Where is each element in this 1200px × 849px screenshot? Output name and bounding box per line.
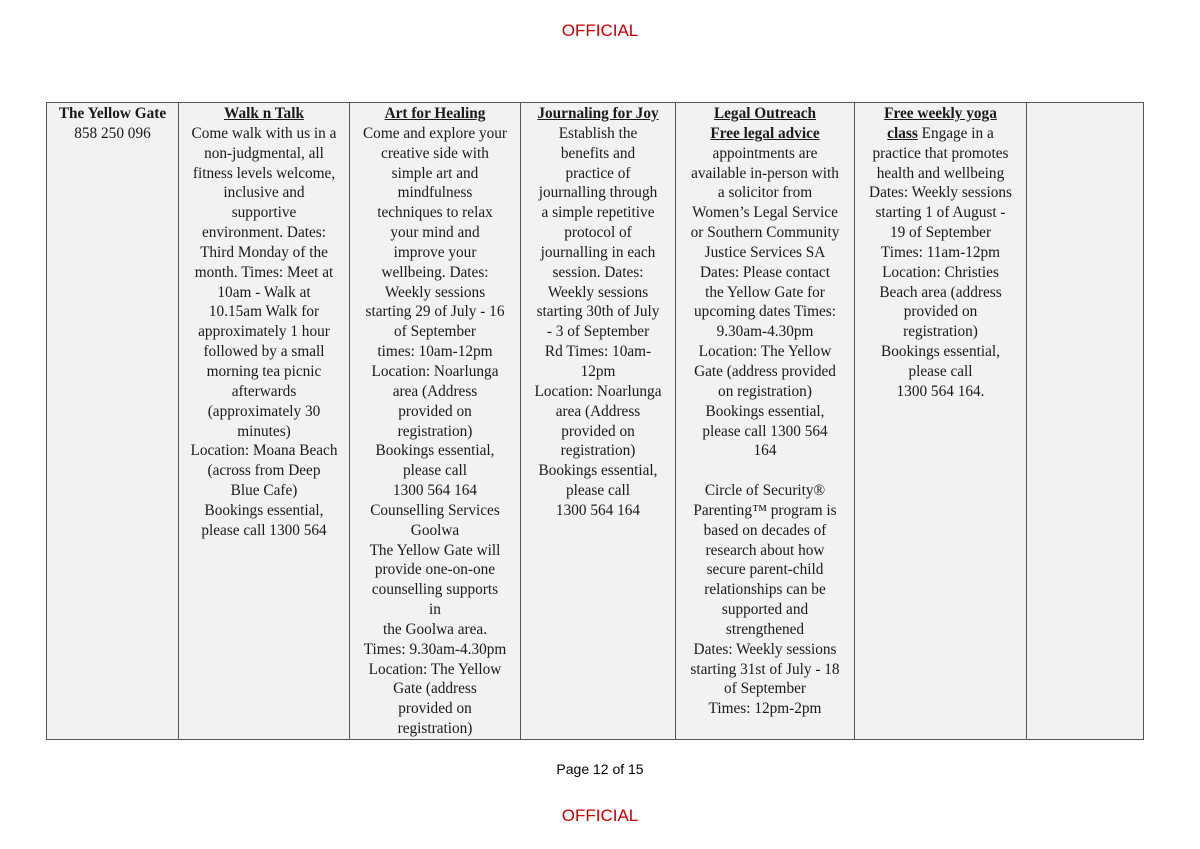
journaling-cell (521, 103, 676, 740)
text-line: practice of (565, 164, 631, 182)
empty-cell (1027, 103, 1144, 740)
text-line: appointments are (712, 144, 818, 162)
text-line: please call (565, 482, 631, 500)
text-line: benefits and (560, 144, 636, 162)
text-line: Counselling Services (370, 501, 500, 519)
text-line: Bookings essential, (538, 462, 658, 480)
text-line: Third Monday of the (200, 243, 328, 261)
art-for-healing-cell (350, 103, 521, 740)
legal-outreach-title: Legal Outreach (713, 105, 817, 122)
text-line: upcoming dates Times: (694, 303, 836, 321)
yoga-cell (855, 103, 1027, 740)
text-line: journalling through (538, 184, 658, 202)
text-line: Bookings essential, (705, 402, 825, 420)
journaling-title: Journaling for Joy (537, 105, 659, 122)
text-line: Come walk with us in a (191, 124, 337, 142)
table-row (47, 103, 1144, 740)
text-line: registration) (903, 323, 978, 341)
text-line: registration) (560, 442, 636, 460)
text-line: Blue Cafe) (230, 482, 298, 500)
yoga-title: Free weekly yoga (884, 105, 997, 122)
text-line: (approximately 30 (207, 402, 321, 420)
text-line: area (Address (392, 382, 478, 400)
text-line: Dates: Please contact (700, 263, 830, 281)
text-line: Goolwa (410, 521, 460, 539)
services-table (46, 102, 1144, 740)
art-for-healing-body (353, 124, 517, 739)
text-line: 1300 564 164 (555, 501, 641, 519)
text-line: Come and explore your (362, 124, 507, 142)
paragraph-gap (679, 461, 851, 481)
text-line: times: 10am-12pm (377, 343, 493, 361)
text-line: supportive (231, 204, 297, 222)
page-number: Page 12 of 15 (556, 761, 644, 777)
text-line: Circle of Security® (704, 482, 826, 500)
text-line: approximately 1 hour (198, 323, 330, 341)
text-line: the Yellow Gate for (705, 283, 825, 301)
text-line: research about how (705, 541, 825, 559)
text-line: environment. Dates: (201, 224, 327, 242)
text-line: please call (908, 362, 973, 380)
text-line: Dates: Weekly sessions (693, 640, 837, 658)
text-line: of September (394, 323, 476, 341)
text-line: Location: Noarlunga (371, 362, 499, 380)
text-line: Location: The Yellow (368, 660, 502, 678)
text-line: strengthened (725, 620, 805, 638)
text-line: please call 1300 564 (702, 422, 828, 440)
text-line: starting 30th of July (536, 303, 660, 321)
official-marking-top: OFFICIAL (561, 21, 639, 40)
text-line: session. Dates: (552, 263, 644, 281)
text-line: Bookings essential, (204, 501, 324, 519)
text-line: Location: Noarlunga (534, 382, 662, 400)
text-line: 164 (753, 442, 777, 460)
text-line: area (Address (555, 402, 641, 420)
text-line: registration) (397, 422, 473, 440)
text-line: Location: The Yellow (698, 343, 832, 361)
walk-n-talk-body (182, 124, 346, 541)
text-line: counselling supports (371, 581, 499, 599)
official-marking-bottom: OFFICIAL (561, 806, 639, 825)
yoga-title-cont: class (887, 124, 918, 142)
text-line: provided on (398, 402, 472, 420)
text-line: 10am - Walk at (217, 283, 311, 301)
text-line: secure parent-child (706, 561, 824, 579)
text-line: The Yellow Gate will (369, 541, 501, 559)
text-line: Gate (address (393, 680, 477, 698)
text-line: provided on (398, 700, 472, 718)
text-line: relationships can be (704, 581, 826, 599)
text-line: fitness levels welcome, (192, 164, 336, 182)
text-line: or Southern Community (690, 224, 840, 242)
yoga-intro: Engage in a (917, 124, 994, 142)
text-line: - 3 of September (546, 323, 650, 341)
text-line: 10.15am Walk for (208, 303, 320, 321)
text-line: practice that promotes (872, 144, 1009, 162)
text-line: (across from Deep (207, 462, 321, 480)
text-line: supported and (721, 601, 809, 619)
text-line: in (429, 601, 441, 619)
text-line: provided on (561, 422, 635, 440)
text-line: minutes) (237, 422, 291, 440)
text-line: please call 1300 564 (201, 521, 327, 539)
text-line: protocol of (564, 224, 632, 242)
text-line: Parenting™ program is (693, 501, 837, 519)
text-line: 19 of September (889, 224, 992, 242)
text-line: non-judgmental, all (204, 144, 324, 162)
text-line: afterwards (231, 382, 297, 400)
text-line: Rd Times: 10am- (544, 343, 652, 361)
text-line: starting 29 of July - 16 (365, 303, 505, 321)
text-line: inclusive and (223, 184, 305, 202)
walk-n-talk-cell (179, 103, 350, 740)
text-line: your mind and (390, 224, 480, 242)
text-line: month. Times: Meet at (194, 263, 334, 281)
text-line: available in-person with (691, 164, 839, 182)
art-for-healing-title: Art for Healing (384, 105, 486, 122)
text-line: Location: Moana Beach (190, 442, 338, 460)
walk-n-talk-title: Walk n Talk (224, 105, 304, 122)
legal-advice-subtitle: Free legal advice (710, 124, 820, 142)
text-line: Weekly sessions (384, 283, 486, 301)
text-line: starting 1 of August - (875, 204, 1006, 222)
text-line: 12pm (580, 362, 616, 380)
yoga-title-line-2 (858, 124, 1023, 144)
text-line: provide one-on-one (374, 561, 496, 579)
text-line: Dates: Weekly sessions (869, 184, 1012, 202)
text-line: journalling in each (540, 243, 656, 261)
text-line: followed by a small (203, 343, 325, 361)
text-line: Bookings essential, (375, 442, 495, 460)
text-line: simple art and (391, 164, 479, 182)
text-line: Bookings essential, (881, 343, 1000, 361)
text-line: techniques to relax (377, 204, 493, 222)
text-line: a solicitor from (717, 184, 813, 202)
text-line: Establish the (558, 124, 638, 142)
legal-outreach-body (679, 144, 851, 462)
text-line: Beach area (address (879, 283, 1002, 301)
text-line: the Goolwa area. (382, 620, 488, 638)
text-line: please call (402, 462, 468, 480)
text-line: creative side with (381, 144, 489, 162)
text-line: provided on (903, 303, 978, 321)
text-line: on registration) (718, 382, 812, 400)
yoga-body (858, 144, 1023, 402)
text-line: starting 31st of July - 18 (690, 660, 840, 678)
text-line: mindfulness (397, 184, 473, 202)
text-line: Weekly sessions (547, 283, 649, 301)
text-line: a simple repetitive (541, 204, 655, 222)
text-line: health and wellbeing (876, 164, 1005, 182)
text-line: based on decades of (703, 521, 827, 539)
org-cell (47, 103, 179, 740)
circle-of-security-body (679, 481, 851, 719)
text-line: Times: 12pm-2pm (708, 700, 822, 718)
org-name: The Yellow Gate (58, 105, 167, 122)
text-line: improve your (393, 243, 477, 261)
text-line: 1300 564 164. (896, 382, 985, 400)
text-line: Times: 11am-12pm (880, 243, 1001, 261)
text-line: 9.30am-4.30pm (716, 323, 814, 341)
text-line: morning tea picnic (206, 362, 322, 380)
text-line: of September (724, 680, 806, 698)
text-line: registration) (397, 720, 473, 738)
legal-outreach-cell (676, 103, 855, 740)
org-phone: 858 250 096 (74, 124, 151, 142)
text-line: Women’s Legal Service (692, 204, 838, 222)
text-line: Location: Christies (882, 263, 999, 281)
text-line: Justice Services SA (704, 243, 826, 261)
text-line: wellbeing. Dates: (381, 263, 489, 281)
journaling-body (524, 124, 672, 521)
text-line: Times: 9.30am-4.30pm (363, 640, 507, 658)
text-line: 1300 564 164 (392, 482, 478, 500)
text-line: Gate (address provided (694, 362, 836, 380)
